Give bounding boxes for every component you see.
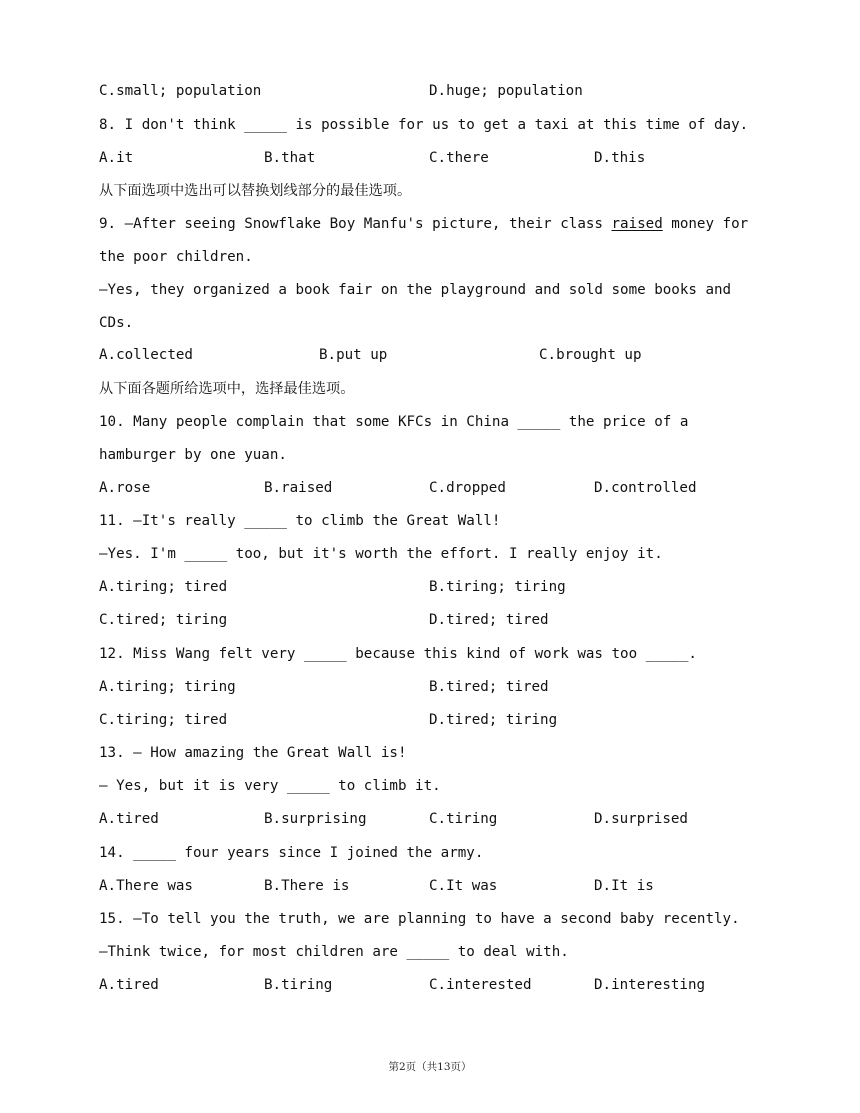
q10-stem-line1: 10. Many people complain that some KFCs in China _____ the price of a xyxy=(99,414,689,430)
q9-stem-pre: 9. —After seeing Snowflake Boy Manfu's picture, their class xyxy=(99,216,612,232)
q12-option-c: C.tiring; tired xyxy=(99,712,228,728)
q13-option-b: B.surprising xyxy=(264,811,367,827)
q9-stem-line2: the poor children. xyxy=(99,249,253,265)
q9-stem-line4: CDs. xyxy=(99,315,134,331)
q8-stem: 8. I don't think _____ is possible for us to get a taxi at this time of day. xyxy=(99,117,749,133)
q9-option-c: C.brought up xyxy=(539,347,642,363)
q9-option-b: B.put up xyxy=(319,347,388,363)
q15-option-a: A.tired xyxy=(99,977,159,993)
q15-stem-line1: 15. —To tell you the truth, we are planning to have a second baby recently. xyxy=(99,911,740,927)
q12-option-b: B.tired; tired xyxy=(429,679,549,695)
q14-option-c: C.It was xyxy=(429,878,498,894)
q13-stem-line2: — Yes, but it is very _____ to climb it. xyxy=(99,778,441,794)
q10-option-d: D.controlled xyxy=(594,480,697,496)
q15-option-b: B.tiring xyxy=(264,977,333,993)
q13-option-d: D.surprised xyxy=(594,811,688,827)
q11-option-b: B.tiring; tiring xyxy=(429,579,566,595)
q15-option-d: D.interesting xyxy=(594,977,706,993)
q11-stem-line1: 11. —It's really _____ to climb the Great Wall! xyxy=(99,513,501,529)
q9-stem-line3: —Yes, they organized a book fair on the playground and sold some books and xyxy=(99,282,732,298)
q13-option-c: C.tiring xyxy=(429,811,498,827)
q8-option-b: B.that xyxy=(264,150,316,166)
q14-stem-line1: 14. _____ four years since I joined the army. xyxy=(99,845,484,861)
q8-option-d: D.this xyxy=(594,150,646,166)
q10-stem-line2: hamburger by one yuan. xyxy=(99,447,287,463)
section-instruction-synonym: 从下面选项中选出可以替换划线部分的最佳选项。 xyxy=(99,183,412,199)
q14-option-d: D.It is xyxy=(594,878,654,894)
q13-stem-line1: 13. — How amazing the Great Wall is! xyxy=(99,745,407,761)
q9-option-a: A.collected xyxy=(99,347,193,363)
q14-option-b: B.There is xyxy=(264,878,350,894)
q11-option-d: D.tired; tired xyxy=(429,612,549,628)
q11-stem-line2: —Yes. I'm _____ too, but it's worth the effort. I really enjoy it. xyxy=(99,546,663,562)
q9-stem-line1 xyxy=(99,214,748,234)
q7-option-d: D.huge; population xyxy=(429,83,583,99)
q12-option-a: A.tiring; tiring xyxy=(99,679,236,695)
q10-option-a: A.rose xyxy=(99,480,151,496)
q13-option-a: A.tired xyxy=(99,811,159,827)
page-footer: 第2页（共13页） xyxy=(388,1061,472,1073)
q15-stem-line2: —Think twice, for most children are _____ to deal with. xyxy=(99,944,569,960)
q9-stem-post: money for xyxy=(662,216,749,232)
section-instruction-best: 从下面各题所给选项中，选择最佳选项。 xyxy=(99,381,355,397)
q11-option-a: A.tiring; tired xyxy=(99,579,228,595)
q10-option-c: C.dropped xyxy=(429,480,506,496)
q9-underlined-word: raised xyxy=(611,216,663,232)
q10-option-b: B.raised xyxy=(264,480,333,496)
q14-option-a: A.There was xyxy=(99,878,193,894)
q8-option-c: C.there xyxy=(429,150,489,166)
q12-option-d: D.tired; tiring xyxy=(429,712,558,728)
q8-option-a: A.it xyxy=(99,150,134,166)
q15-option-c: C.interested xyxy=(429,977,532,993)
q12-stem-line1: 12. Miss Wang felt very _____ because this kind of work was too _____. xyxy=(99,646,697,662)
q7-option-c: C.small; population xyxy=(99,83,262,99)
q11-option-c: C.tired; tiring xyxy=(99,612,228,628)
